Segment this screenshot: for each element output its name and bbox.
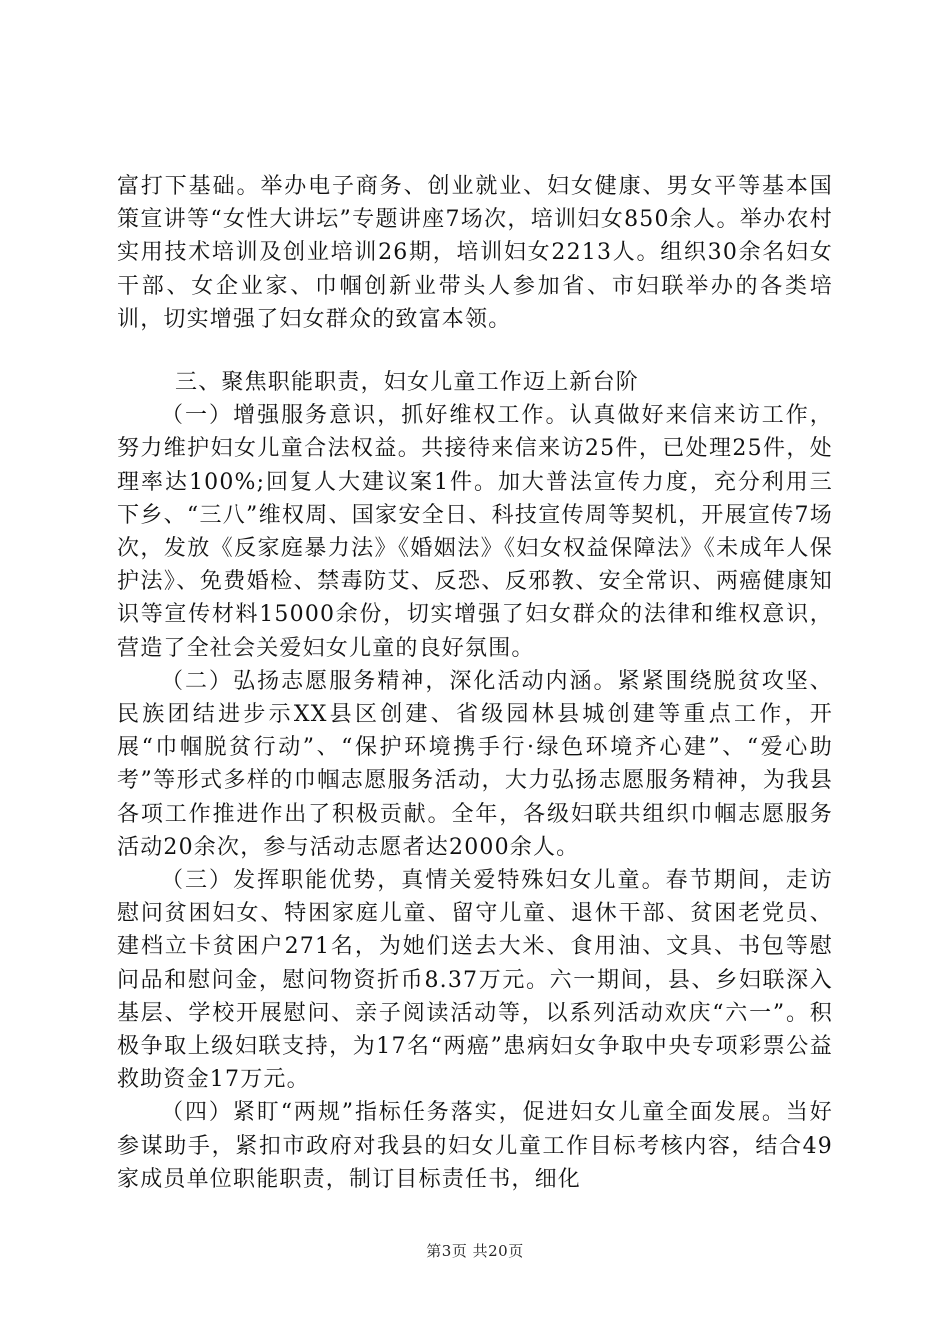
paragraph-two-plans: （四）紧盯“两规”指标任务落实，促进妇女儿童全面发展。当好参谋助手，紧扣市政府对我县的妇女儿童工作目标考核内容，结合49家成员单位职能职责，制订目标责任书，细化 (117, 1100, 833, 1192)
paragraph-gap (117, 336, 833, 366)
section-heading: 三、聚焦职能职责，妇女儿童工作迈上新台阶 (175, 370, 640, 396)
page-number-footer: 第3页 共20页 (426, 1242, 524, 1260)
paragraph-volunteer-service: （二）弘扬志愿服务精神，深化活动内涵。紧紧围绕脱贫攻坚、民族团结进步示XX县区创建、省级园林县城创建等重点工作，开展“巾帼脱贫行动”、“保护环境携手行·绿色环境齐心建”、“爱心助考”等形式多样的巾帼志愿服务活动，大力弘扬志愿服务精神，为我县各项工作推进作出了积极贡献。全年，各级妇联共组织巾帼志愿服务活动20余次，参与活动志愿者达2000余人。 (117, 668, 833, 860)
paragraph-special-care: （三）发挥职能优势，真情关爱特殊妇女儿童。春节期间，走访慰问贫困妇女、特困家庭儿童、留守儿童、退休干部、贫困老党员、建档立卡贫困户271名，为她们送去大米、食用油、文具、书包等慰问品和慰问金，慰问物资折币8.37万元。六一期间，县、乡妇联深入基层、学校开展慰问、亲子阅读活动等，以系列活动欢庆“六一”。积极争取上级妇联支持，为17名“两癌”患病妇女争取中央专项彩票公益救助资金17万元。 (117, 868, 833, 1093)
paragraph-continuation: 富打下基础。举办电子商务、创业就业、妇女健康、男女平等基本国策宣讲等“女性大讲坛”专题讲座7场次，培训妇女850余人。举办农村实用技术培训及创业培训26期，培训妇女2213人。组织30余名妇女干部、女企业家、巾帼创新业带头人参加省、市妇联举办的各类培训，切实增强了妇女群众的致富本领。 (117, 174, 833, 332)
paragraph-rights-protection: （一）增强服务意识，抓好维权工作。认真做好来信来访工作，努力维护妇女儿童合法权益。共接待来信来访25件，已处理25件，处理率达100%;回复人大建议案1件。加大普法宣传力度，充分利用三下乡、“三八”维权周、国家安全日、科技宣传周等契机，开展宣传7场次，发放《反家庭暴力法》《婚姻法》《妇女权益保障法》《未成年人保护法》、免费婚检、禁毒防艾、反恐、反邪教、安全常识、两癌健康知识等宣传材料15000余份，切实增强了妇女群众的法律和维权意识，营造了全社会关爱妇女儿童的良好氛围。 (117, 403, 833, 661)
document-body (117, 170, 833, 1196)
